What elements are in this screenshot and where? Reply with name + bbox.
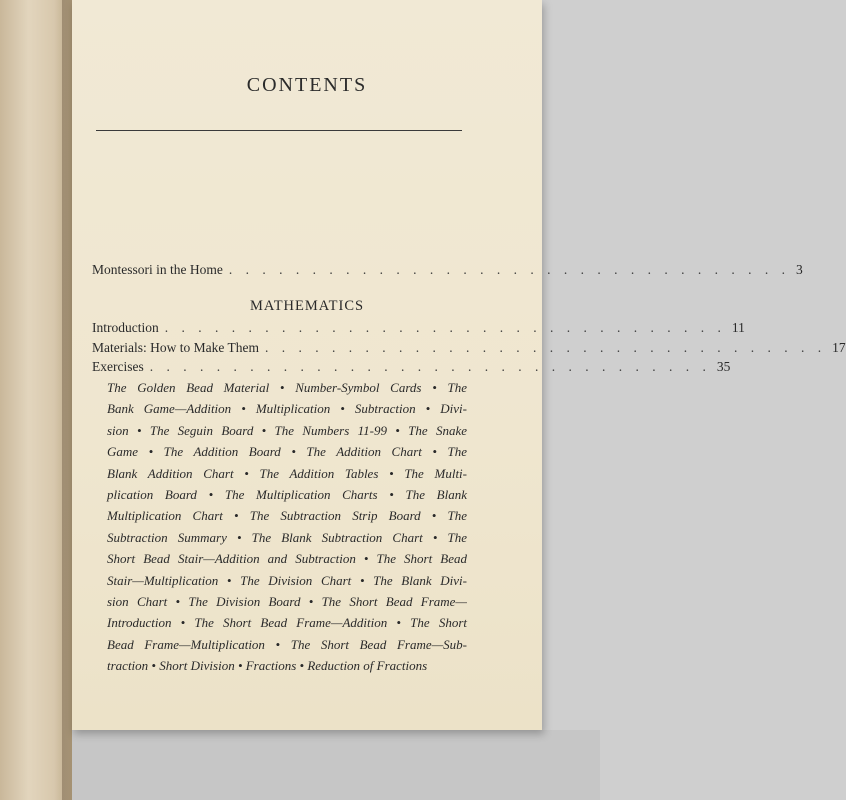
section-heading: MATHEMATICS [249,298,365,314]
dot-leader: . . . . . . . . . . . . . . . . . . . . . . . . . . . . . . . . . . [228,262,790,277]
page-title: CONTENTS [246,74,368,96]
exercise-line: Bead Frame—Multiplication • The Short Bead Frame—Sub- [107,636,467,652]
exercise-line: sion Chart • The Division Board • The Short Bead Frame— [107,594,467,610]
toc-entry [92,262,803,278]
exercise-line: Stair—Multiplication • The Division Chart • The Blank Divi- [107,572,467,588]
exercise-line: The Golden Bead Material • Number-Symbol Cards • The [107,380,467,395]
toc-entry [92,320,745,336]
table-surface [72,730,600,800]
exercise-line: Introduction • The Short Bead Frame—Addition • The Short [107,615,467,631]
exercise-line: Subtraction Summary • The Blank Subtraction Chart • The [107,529,467,545]
exercise-line: Blank Addition Chart • The Addition Tables • The Multi- [107,465,467,481]
toc-entry-page: 11 [731,320,745,335]
exercise-list [107,377,467,677]
toc-entry-label: Materials: How to Make Them [92,340,259,355]
exercise-line: traction • Short Division • Fractions • Reduction of Fractions [107,658,428,674]
exercise-line: sion • The Seguin Board • The Numbers 11-99 • The Snake [107,422,467,438]
toc-entry [92,359,731,375]
title-rule [96,130,462,131]
toc-entry [92,340,846,356]
exercise-line: plication Board • The Multiplication Charts • The Blank [107,487,467,503]
toc-entry-page: 35 [716,359,731,374]
dot-leader: . . . . . . . . . . . . . . . . . . . . . . . . . . . . . . . . . . [264,340,827,355]
toc-entry-page: 3 [796,262,803,277]
toc-entry-label: Montessori in the Home [92,262,223,277]
toc-entry-label: Exercises [92,359,144,374]
book-page [72,0,846,730]
exercise-line: Short Bead Stair—Addition and Subtraction • The Short Bead [107,551,467,567]
dot-leader: . . . . . . . . . . . . . . . . . . . . . . . . . . . . . . . . . . [164,320,726,335]
dot-leader: . . . . . . . . . . . . . . . . . . . . . . . . . . . . . . . . . . [149,359,711,374]
toc-entry-label: Introduction [92,320,159,335]
exercise-line: Game • The Addition Board • The Addition Chart • The [107,444,467,460]
exercise-line: Multiplication Chart • The Subtraction Strip Board • The [107,508,467,524]
exercise-line: Bank Game—Addition • Multiplication • Subtraction • Divi- [107,401,467,417]
toc-entry-page: 17 [832,340,846,355]
